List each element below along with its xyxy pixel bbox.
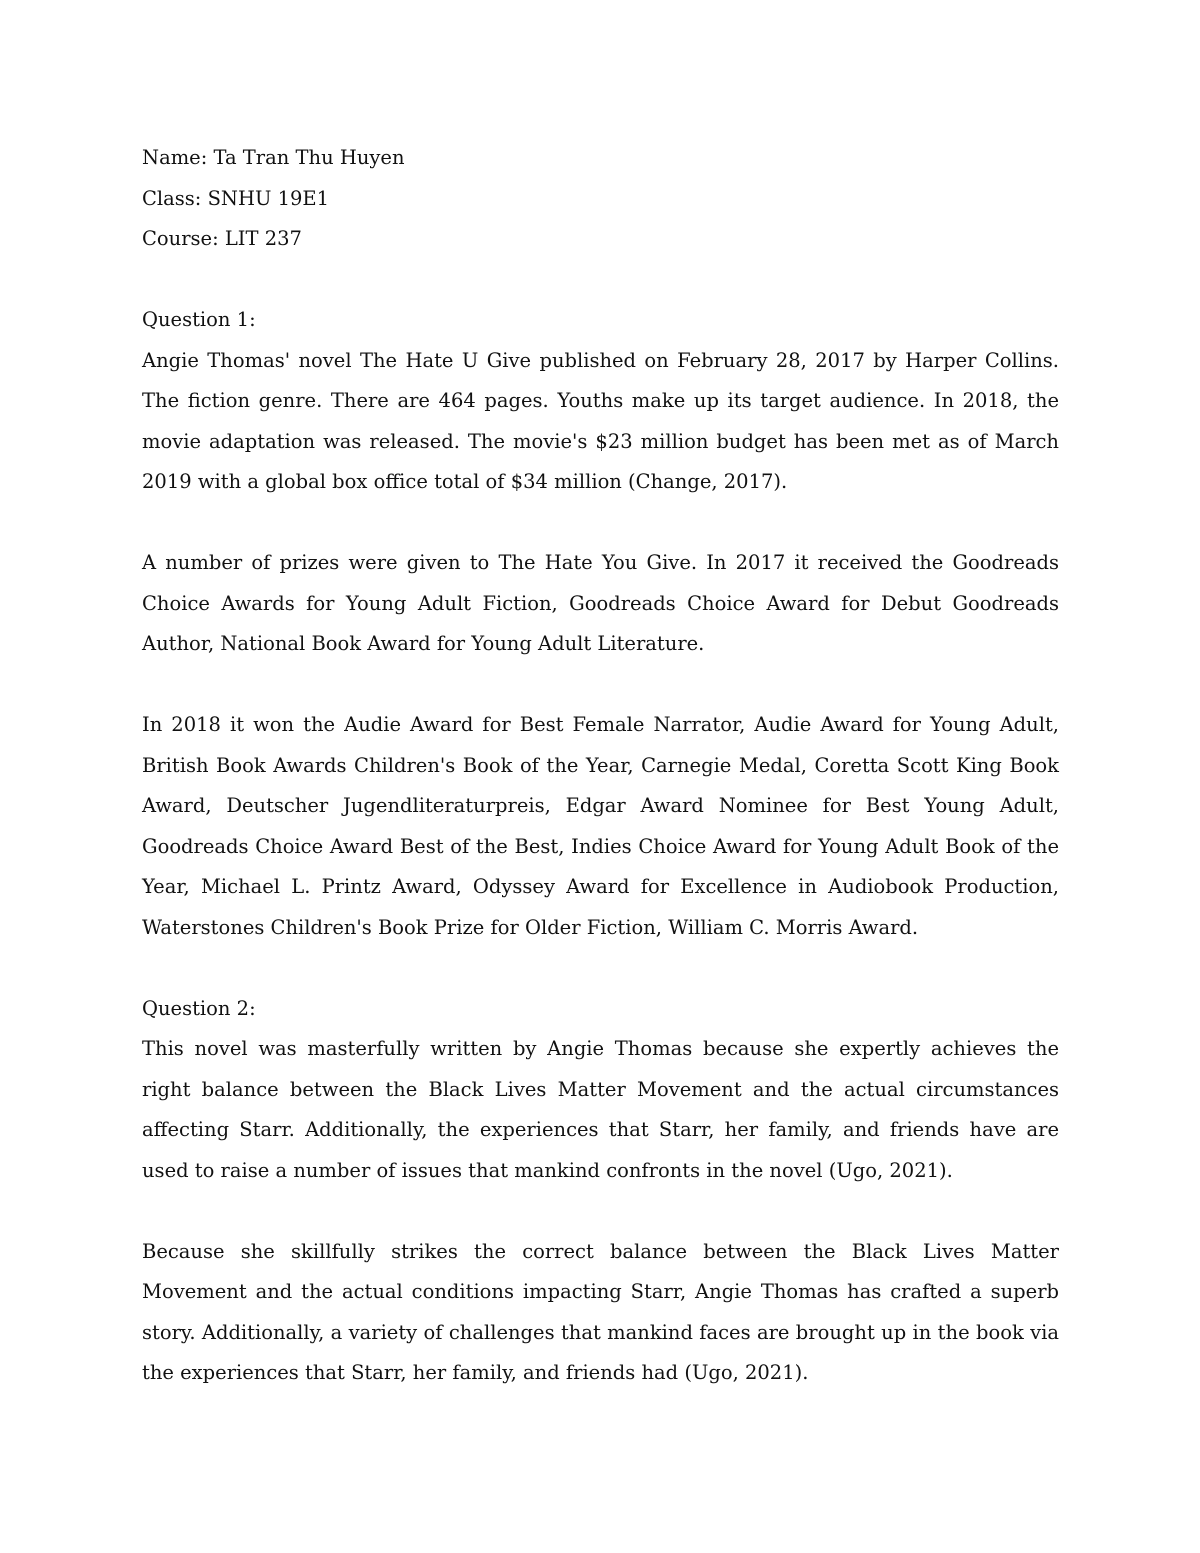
- question-1-paragraph-3: In 2018 it won the Audie Award for Best Female Narrator, Audie Award for Young Adult, British Book Awards Children's Book of the Year, Carnegie Medal, Coretta Scott King Book Award, Deutscher Jugendliteraturpreis, Edgar Award Nominee for Best Young Adult, Goodreads Choice Award Best of the Best, Indies Choice Award for Young Adult Book of the Year, Michael L. Printz Award, Odyssey Award for Excellence in Audiobook Production, Waterstones Children's Book Prize for Older Fiction, William C. Morris Award.: [142, 713, 1059, 939]
- question-2-heading: Question 2:: [142, 996, 256, 1020]
- question-2-paragraph-2: Because she skillfully strikes the correct balance between the Black Lives Matter Movement and the actual conditions impacting Starr, Angie Thomas has crafted a superb story. Additionally, a variety of challenges that mankind faces are brought up in the book via the experiences that Starr, her family, and friends had (Ugo, 2021).: [142, 1239, 1059, 1384]
- course-label: Course: LIT 237: [142, 227, 302, 250]
- question-1-paragraph-2: A number of prizes were given to The Hate You Give. In 2017 it received the Goodreads Choice Awards for Young Adult Fiction, Goodreads Choice Award for Debut Goodreads Author, National Book Award for Young Adult Literature.: [142, 551, 1059, 655]
- question-1-paragraph-1: Angie Thomas' novel The Hate U Give published on February 28, 2017 by Harper Collins. The fiction genre. There are 464 pages. Youths make up its target audience. In 2018, the movie adaptation was released. The movie's $23 million budget has been met as of March 2019 with a global box office total of $34 million (Change, 2017).: [142, 348, 1059, 493]
- spacer: [142, 1191, 1059, 1232]
- class-label: Class: SNHU 19E1: [142, 186, 330, 210]
- student-name: Name: Ta Tran Thu Huyen: [142, 146, 405, 169]
- question-1-heading: Question 1:: [142, 308, 256, 331]
- spacer: [142, 503, 1059, 544]
- spacer: [142, 260, 1059, 301]
- question-2-paragraph-1: This novel was masterfully written by Angie Thomas because she expertly achieves the right balance between the Black Lives Matter Movement and the actual circumstances affecting Starr. Additionally, the experiences that Starr, her family, and friends have are used to raise a number of issues that mankind confronts in the novel (Ugo, 2021).: [142, 1037, 1059, 1182]
- document-body: [142, 138, 1059, 1394]
- spacer: [142, 948, 1059, 989]
- spacer: [142, 665, 1059, 706]
